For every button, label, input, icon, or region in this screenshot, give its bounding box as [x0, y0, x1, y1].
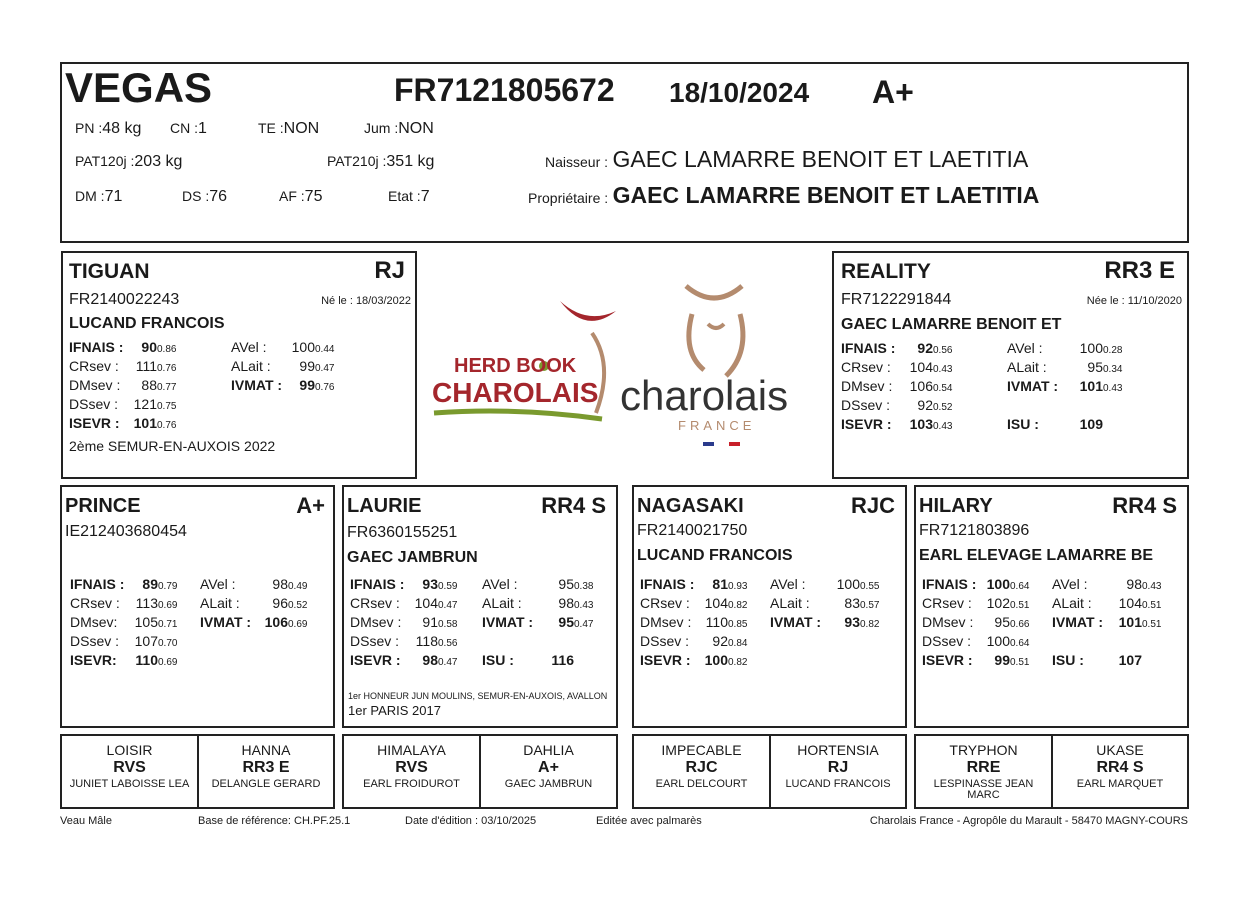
gp4-owner: EARL ELEVAGE LAMARRE BE — [919, 547, 1154, 564]
mother-name: REALITY — [841, 260, 931, 283]
gp3-index-table: IFNAIS : 81 0.93 AVel : 100 0.55 CRsev : 104 0.82 ALait : 83 0.57 DMsev : 110 0.85 IVMAT : 93 0.82 DSsev : 92 0.84 ISEVR : 100 0.82 — [640, 576, 880, 668]
flag-white — [716, 442, 727, 446]
footer-organisation: Charolais France - Agropôle du Marault - 58470 MAGNY-COURS — [869, 815, 1188, 827]
pn-field: PN :48 kg — [75, 120, 142, 137]
ggp-cell-8 — [1051, 734, 1189, 809]
father-name: TIGUAN — [69, 260, 150, 283]
mother-owner: GAEC LAMARRE BENOIT ET — [841, 316, 1062, 333]
herdbook-logo — [428, 295, 618, 425]
charolais-head-right — [726, 314, 743, 376]
gp4-name: HILARY — [919, 495, 993, 517]
ggp-owner: LUCAND FRANCOIS — [785, 778, 891, 790]
mother-birth-date: Née le : 11/10/2020 — [1086, 295, 1182, 307]
ggp-qualification: A+ — [538, 759, 559, 776]
ggp-cell-6 — [769, 734, 907, 809]
grandparent-box-2 — [342, 485, 618, 728]
father-owner: LUCAND FRANCOIS — [69, 315, 225, 332]
ggp-cell-7 — [914, 734, 1053, 809]
ggp-qualification: RVS — [113, 759, 146, 776]
ggp-name: LOISIR — [106, 742, 153, 758]
gp1-name: PRINCE — [65, 495, 141, 517]
ggp-qualification: RJ — [827, 759, 849, 776]
mother-qualification: RR3 E — [1104, 257, 1175, 284]
father-box — [61, 251, 417, 479]
ggp-cell-3 — [342, 734, 481, 809]
animal-name: VEGAS — [65, 64, 213, 111]
father-birth-date: Né le : 18/03/2022 — [321, 295, 411, 307]
ggp-owner: DELANGLE GERARD — [211, 778, 321, 790]
flag-red — [729, 442, 740, 446]
france-word: FRANCE — [678, 418, 756, 433]
ggp-name: IMPECABLE — [661, 742, 742, 758]
herdbook-underline — [434, 411, 602, 419]
gp2-id: FR6360155251 — [347, 524, 458, 541]
af-field: AF :75 — [279, 188, 323, 205]
father-index-table: IFNAIS : 90 0.86 AVel : 100 0.44 CRsev : 111 0.76 ALait : 99 0.47 DMsev : 88 0.77 IVMAT : 99 0.76 DSsev : 121 0.75 ISEVR : 101 0.76 — [69, 339, 335, 431]
ggp-cell-1 — [60, 734, 199, 809]
ggp-name: TRYPHON — [949, 742, 1018, 758]
pat120-field: PAT120j :203 kg — [75, 153, 183, 170]
ggp-name: HORTENSIA — [797, 742, 879, 758]
footer-base: Base de référence: CH.PF.25.1 — [198, 815, 351, 827]
herdbook-horn-shape — [560, 301, 616, 321]
charolais-head-left — [689, 314, 704, 370]
animal-id: FR7121805672 — [394, 72, 615, 108]
gp3-name: NAGASAKI — [637, 495, 744, 517]
herdbook-line2: CHAROLAIS — [432, 377, 599, 408]
ggp-name: HANNA — [241, 742, 291, 758]
gp1-qualification: A+ — [296, 493, 325, 518]
gp3-owner: LUCAND FRANCOIS — [637, 547, 793, 564]
animal-header-box — [60, 62, 1189, 243]
grandparent-box-4 — [914, 485, 1189, 728]
mother-id: FR7122291844 — [841, 291, 952, 308]
gp1-index-table: IFNAIS : 89 0.79 AVel : 98 0.49 CRsev : 113 0.69 ALait : 96 0.52 DMsev: 105 0.71 IVMAT : 106 0.69 DSsev : 107 0.70 ISEVR: 110 0.69 — [70, 576, 308, 668]
charolais-horns — [686, 286, 742, 298]
jum-field: Jum :NON — [364, 120, 434, 137]
te-field: TE :NON — [258, 120, 320, 137]
pat210-field: PAT210j :351 kg — [327, 153, 435, 170]
ggp-qualification: RRE — [966, 759, 1001, 776]
ggp-qualification: RJC — [685, 759, 718, 776]
footer-edition-date: Date d'édition : 03/10/2025 — [405, 815, 537, 827]
ggp-name: UKASE — [1096, 742, 1144, 758]
grandparent-box-1 — [60, 485, 335, 728]
proprietaire-field: Propriétaire : GAEC LAMARRE BENOIT ET LAETITIA — [528, 182, 1040, 208]
ggp-owner: GAEC JAMBRUN — [504, 778, 593, 790]
footer-palmares: Editée avec palmarès — [596, 815, 702, 827]
gp3-id: FR2140021750 — [637, 522, 748, 539]
gp2-index-table: IFNAIS : 93 0.59 AVel : 95 0.38 CRsev : 104 0.47 ALait : 98 0.43 DMsev : 91 0.58 IVMAT : 95 0.47 DSsev : 118 0.56 ISEVR : 98 0.47 ISU : 116 — [350, 576, 594, 668]
cn-field: CN :1 — [170, 120, 207, 137]
ggp-cell-2 — [197, 734, 335, 809]
gp1-id: IE212403680454 — [65, 523, 187, 540]
charolais-word: charolais — [620, 372, 789, 419]
mother-box — [832, 251, 1189, 479]
ggp-qualification: RR4 S — [1096, 759, 1144, 776]
dm-field: DM :71 — [75, 188, 123, 205]
flag-blue — [703, 442, 714, 446]
ggp-owner: EARL FROIDUROT — [363, 778, 460, 790]
gp2-palmares-2: 1er PARIS 2017 — [348, 703, 441, 718]
mother-index-table: IFNAIS : 92 0.56 AVel : 100 0.28 CRsev : 104 0.43 ALait : 95 0.34 DMsev : 106 0.54 IVMAT : 101 0.43 DSsev : 92 0.52 ISEVR : 103 0.43 ISU : 109 — [841, 340, 1123, 432]
naisseur-field: Naisseur : GAEC LAMARRE BENOIT ET LAETITIA — [545, 146, 1029, 172]
ggp-owner: EARL DELCOURT — [655, 778, 748, 790]
charolais-france-logo — [618, 280, 828, 450]
ds-field: DS :76 — [182, 188, 228, 205]
ggp-owner: JUNIET LABOISSE LEA — [69, 778, 190, 790]
ggp-name: HIMALAYA — [377, 742, 446, 758]
ggp-name: DAHLIA — [523, 742, 574, 758]
ggp-qualification: RR3 E — [242, 759, 290, 776]
gp4-qualification: RR4 S — [1112, 493, 1177, 518]
herdbook-line1: HERD BOOK — [454, 355, 577, 377]
footer-sex: Veau Mâle — [60, 815, 112, 827]
gp4-index-table: IFNAIS : 100 0.64 AVel : 98 0.43 CRsev : 102 0.51 ALait : 104 0.51 DMsev : 95 0.66 IVMAT : 101 0.51 DSsev : 100 0.64 ISEVR : 99 0.51 ISU : 107 — [922, 576, 1162, 668]
ggp-owner: LESPINASSE JEAN MARC — [933, 778, 1034, 801]
grandparent-box-3 — [632, 485, 907, 728]
father-id: FR2140022243 — [69, 291, 180, 308]
gp4-id: FR7121803896 — [919, 522, 1030, 539]
animal-birth-date: 18/10/2024 — [669, 77, 810, 108]
gp2-palmares-1: 1er HONNEUR JUN MOULINS, SEMUR-EN-AUXOIS, AVALLON — [348, 691, 608, 701]
ggp-cell-5 — [632, 734, 771, 809]
ggp-cell-4 — [479, 734, 618, 809]
gp2-qualification: RR4 S — [541, 493, 606, 518]
ggp-qualification: RVS — [395, 759, 428, 776]
animal-qualification: A+ — [872, 74, 914, 110]
charolais-muzzle — [708, 324, 724, 328]
gp3-qualification: RJC — [850, 493, 895, 518]
etat-field: Etat :7 — [388, 188, 430, 205]
gp2-owner: GAEC JAMBRUN — [347, 549, 478, 566]
gp2-name: LAURIE — [347, 495, 422, 517]
ggp-owner: EARL MARQUET — [1076, 778, 1164, 790]
father-qualification: RJ — [374, 257, 405, 284]
father-palmares: 2ème SEMUR-EN-AUXOIS 2022 — [69, 438, 276, 454]
